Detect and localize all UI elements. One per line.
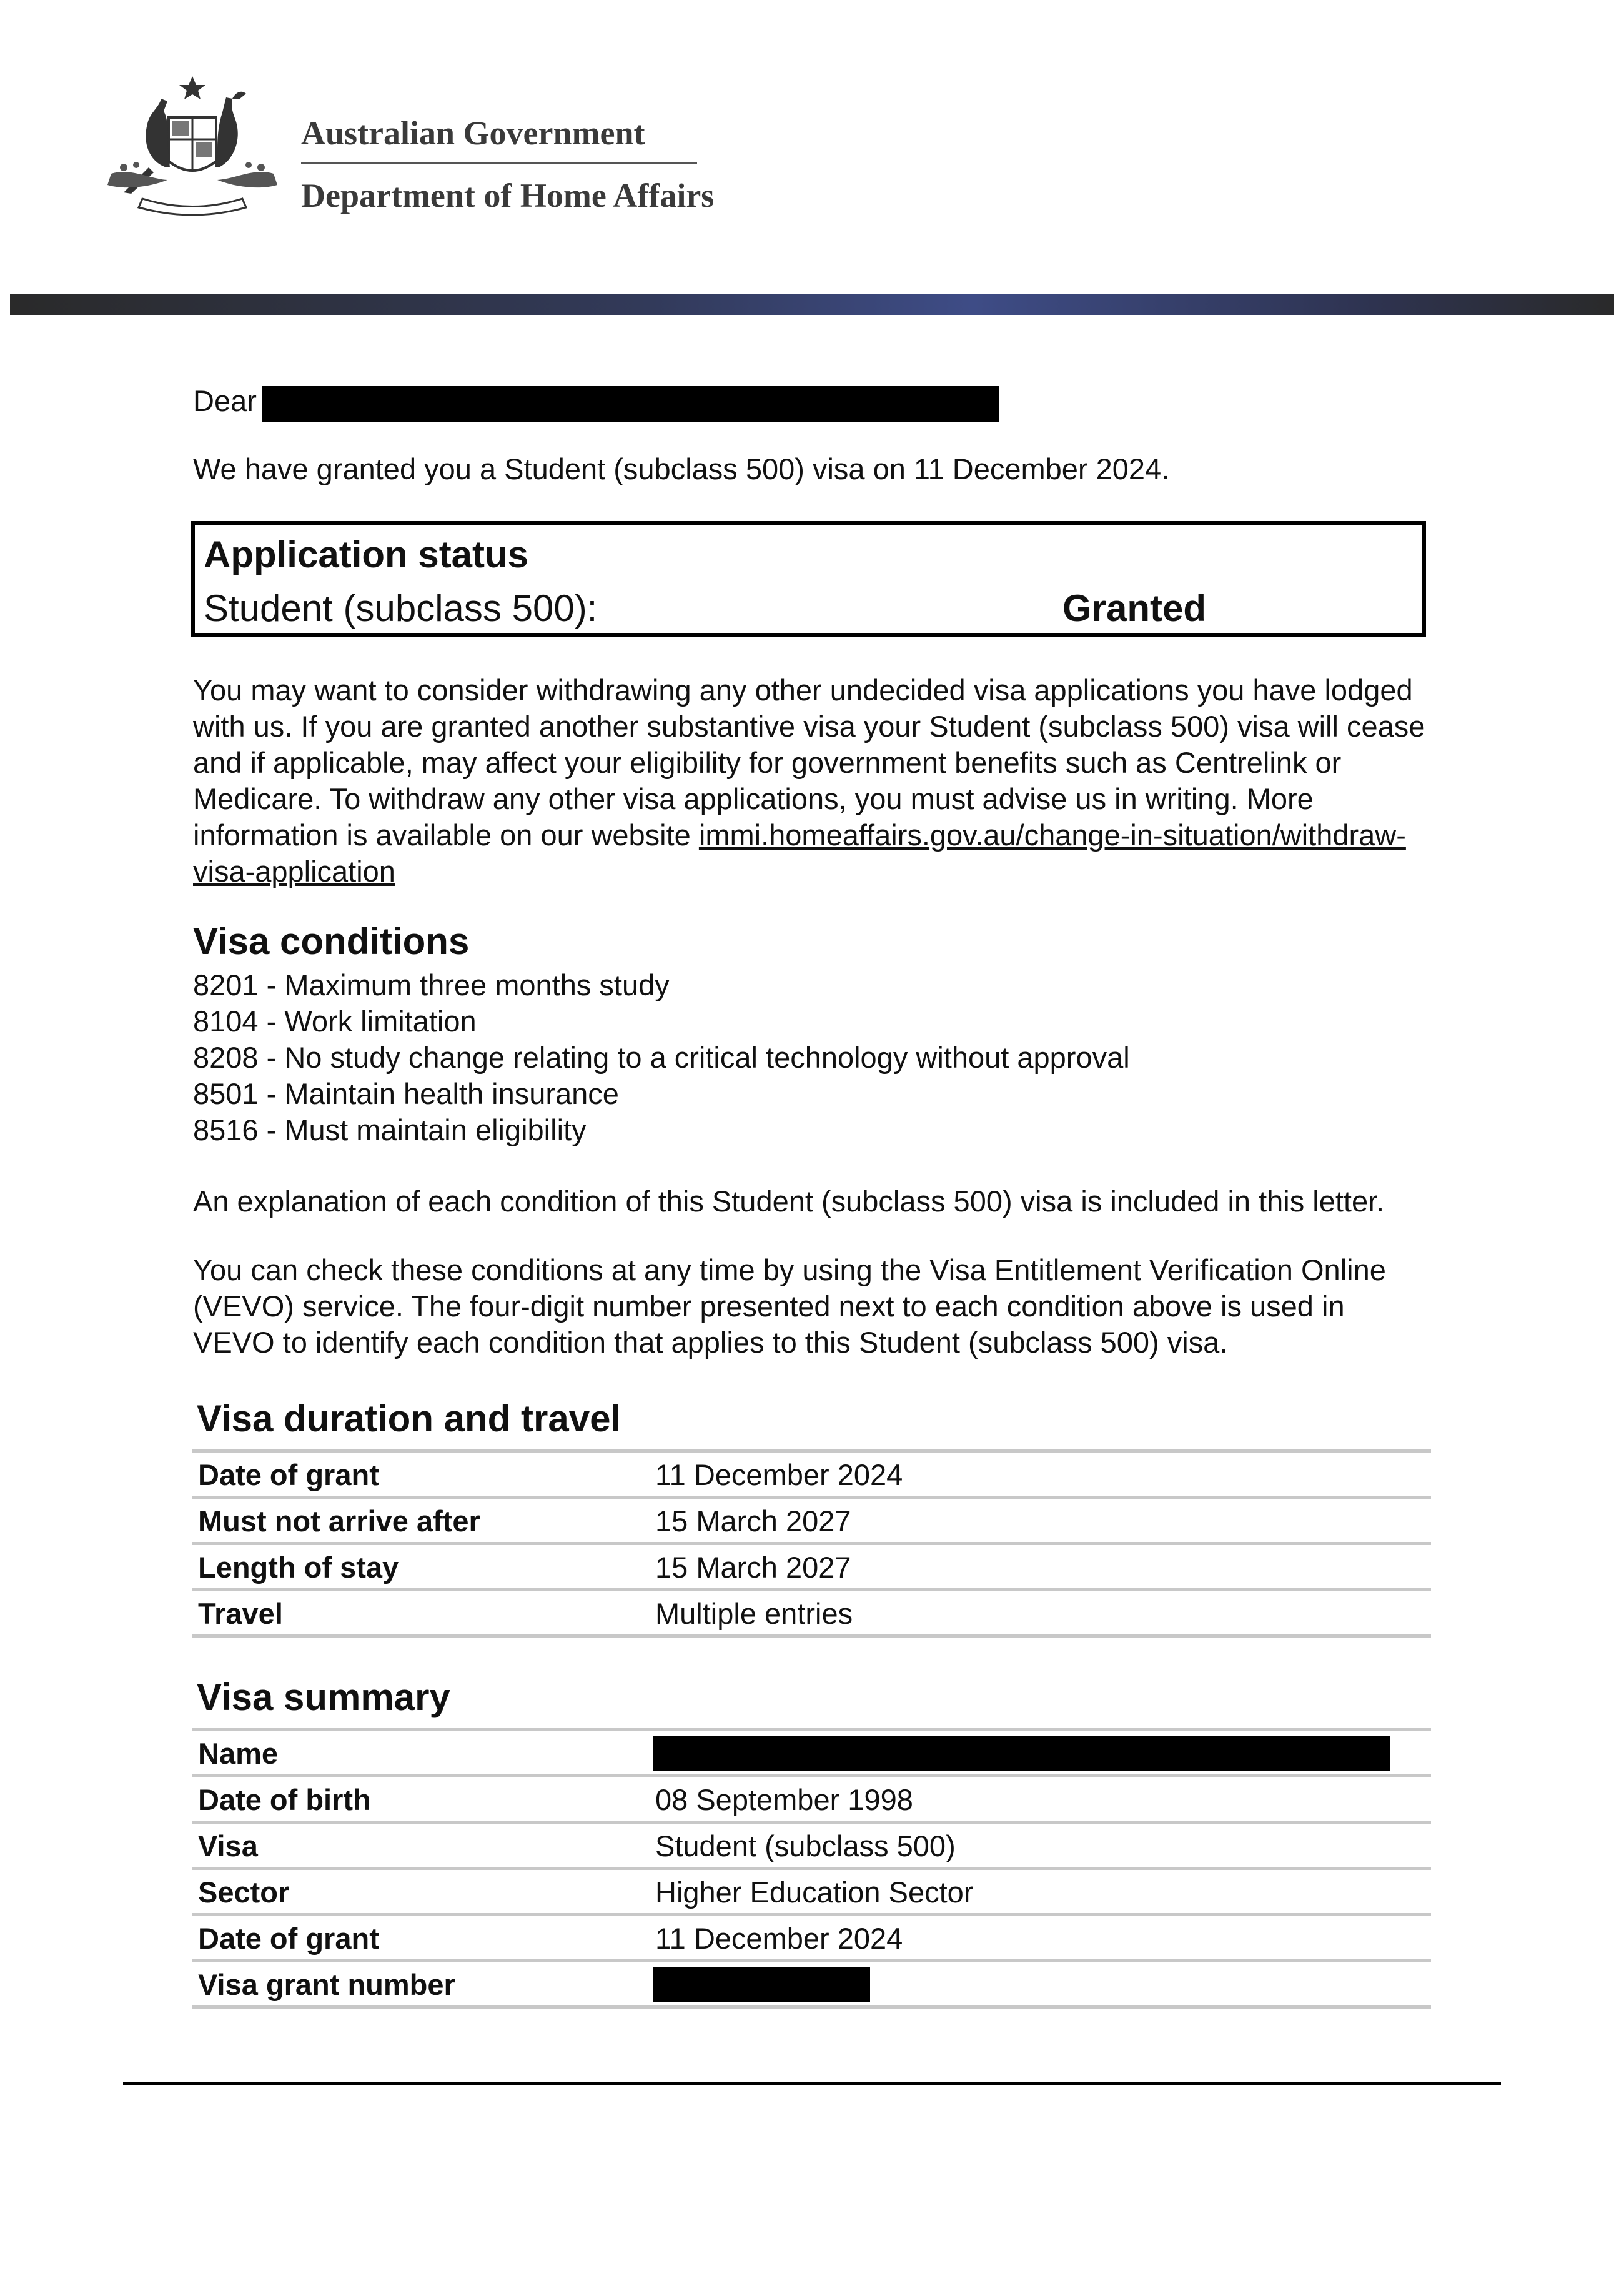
condition-item: 8104 - Work limitation [193,1005,477,1038]
row-label: Name [198,1737,279,1770]
application-status-box [191,521,1426,637]
salutation: Dear [193,384,257,417]
redacted-name [653,1736,1390,1771]
grant-intro: We have granted you a Student (subclass 500) visa on 11 December 2024. [193,452,1170,485]
table-row [192,1588,1431,1634]
condition-item: 8201 - Maximum three months study [193,968,670,1001]
footer-rule [123,2082,1501,2085]
visa-summary-table [192,1728,1431,2010]
row-value: Multiple entries [655,1597,853,1630]
table-bottom-rule [192,1634,1431,1638]
row-value: 11 December 2024 [655,1922,903,1955]
withdraw-link[interactable]: immi.homeaffairs.gov.au/change-in-situation/withdraw-visa-application [193,818,1406,888]
status-value: Granted [1062,587,1207,629]
table-row [192,1728,1431,1774]
table-row [192,1867,1431,1913]
row-label: Length of stay [198,1551,399,1584]
row-label: Travel [198,1597,283,1630]
row-value: Student (subclass 500) [655,1829,956,1862]
table-row [192,1821,1431,1867]
table-row [192,1959,1431,2005]
table-row [192,1774,1431,1821]
table-row [192,1449,1431,1496]
visa-summary-heading: Visa summary [197,1676,450,1718]
row-value: Higher Education Sector [655,1876,974,1909]
status-title: Application status [204,534,529,575]
header-band [10,294,1614,315]
table-bottom-rule [192,2005,1431,2009]
row-label: Date of birth [198,1783,371,1816]
condition-item: 8208 - No study change relating to a critical technology without approval [193,1041,1130,1074]
table-row [192,1542,1431,1588]
row-value: 08 September 1998 [655,1783,913,1816]
table-row [192,1496,1431,1542]
org-divider [301,162,697,164]
conditions-list [193,967,1130,1148]
visa-duration-table [192,1449,1431,1639]
row-label: Must not arrive after [198,1504,480,1538]
conditions-explanation: An explanation of each condition of this Student (subclass 500) visa is included in this letter. [193,1185,1385,1218]
row-value: 11 December 2024 [655,1458,903,1491]
visa-conditions-heading: Visa conditions [193,920,470,962]
vevo-line-3: VEVO to identify each condition that applies to this Student (subclass 500) visa. [193,1326,1228,1359]
row-label: Visa [198,1829,258,1862]
condition-item: 8516 - Must maintain eligibility [193,1113,587,1146]
coat-of-arms-logo [99,74,286,221]
row-label: Visa grant number [198,1968,455,2001]
row-value: 15 March 2027 [655,1551,851,1584]
withdraw-paragraph [193,672,1436,890]
org-name-government: Australian Government [301,114,645,152]
vevo-line-2: (VEVO) service. The four-digit number presented next to each condition above is used in [193,1290,1345,1323]
org-name-department: Department of Home Affairs [301,177,715,214]
condition-item: 8501 - Maintain health insurance [193,1077,619,1110]
withdraw-text: You may want to consider withdrawing any other undecided visa applications you have lodged with us. If you are granted another substantive visa your Student (subclass 500) visa will cease and if applicable, may affect your eligibility for government benefits such as Centrelink or Medicare. To withdraw any other visa applications, you must advise us in writing. More information is available on our website [193,673,1425,852]
row-value: 15 March 2027 [655,1504,851,1538]
status-visa-label: Student (subclass 500): [204,587,598,629]
redacted-grant-number [653,1967,870,2002]
row-label: Date of grant [198,1922,379,1955]
vevo-line-1: You can check these conditions at any time by using the Visa Entitlement Verification Online [193,1253,1386,1286]
table-row [192,1913,1431,1959]
redacted-recipient-name [262,386,999,422]
visa-duration-heading: Visa duration and travel [197,1398,621,1439]
row-label: Date of grant [198,1458,379,1491]
row-label: Sector [198,1876,290,1909]
